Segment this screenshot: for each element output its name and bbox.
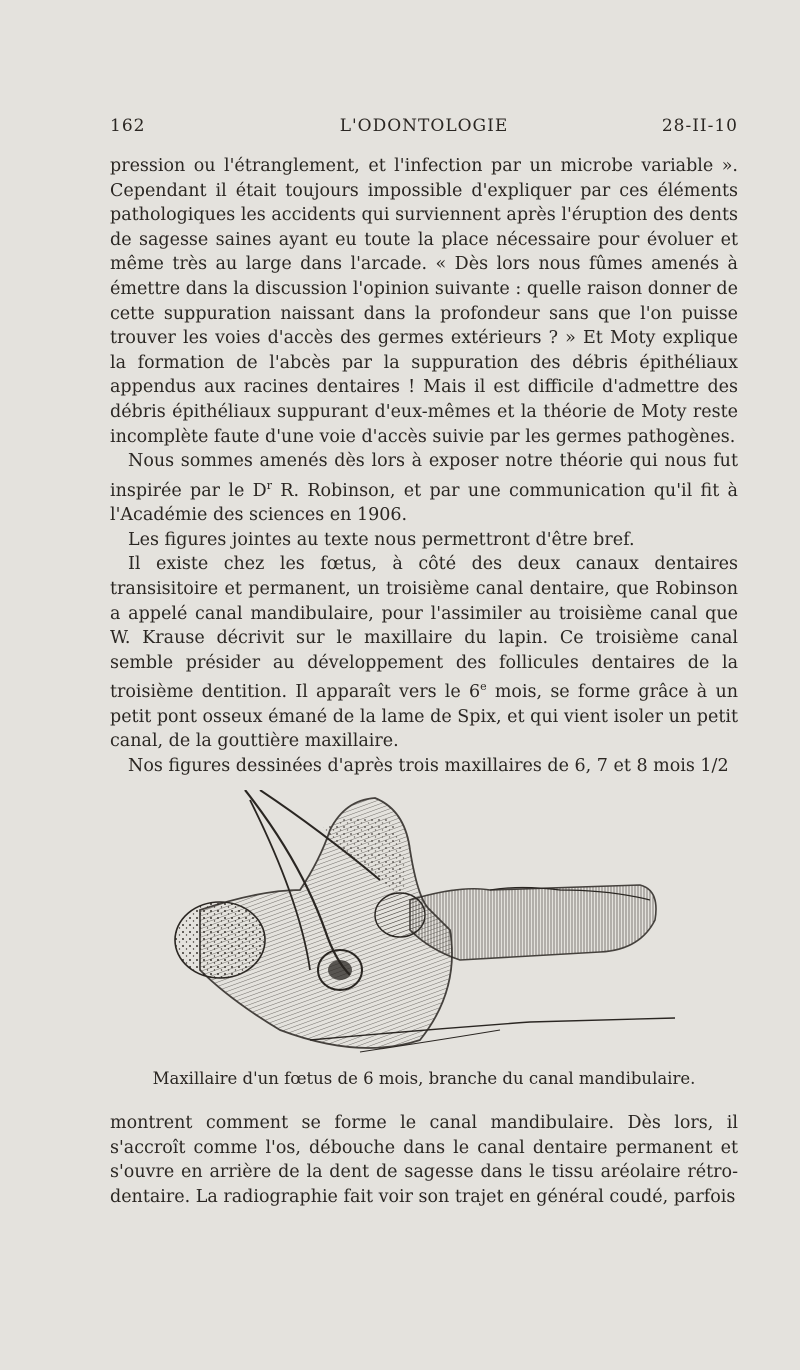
paragraph-canal-growth: montrent comment se forme le canal mandibulaire. Dès lors, il s'accroît comme l'os, débouche dans le canal dentaire permanent et s'ouvre en arrière de la dent de sagesse dans le tissu aréolaire rétro-dentaire. La radiographie fait voir son trajet en général coudé, parfois — [110, 1113, 738, 1207]
main-text — [110, 154, 738, 779]
superscript-e: e — [480, 680, 487, 694]
mandible-illustration — [160, 790, 680, 1080]
figure-caption: Maxillaire d'un fœtus de 6 mois, branche du canal mandibulaire. — [152, 1069, 696, 1088]
continuation-text — [110, 1111, 738, 1209]
journal-title: L'ODONTOLOGIE — [339, 116, 509, 136]
page-number: 162 — [110, 116, 146, 136]
paragraph-theory-text-b: R. Robinson, et par une communication qu'il fit à l'Académie des sciences en 1906. — [110, 480, 738, 526]
issue-date: 28-II-10 — [661, 116, 738, 136]
fetal-mandible-drawing — [160, 790, 680, 1080]
paragraph-continuation: pression ou l'étranglement, et l'infection par un microbe variable ». Cependant il était toujours impossible d'expliquer par ces éléments pathologiques les accidents qui surviennent après l'éruption des dents de sagesse saines ayant eu toute la place nécessaire pour évoluer et même très au large dans l'arcade. « Dès lors nous fûmes amenés à émettre dans la discussion l'opinion suivante : quelle raison donner de cette suppuration naissant dans la profondeur sans que l'on puisse trouver les voies d'accès des germes extérieurs ? » Et Moty explique la formation de l'abcès par la suppuration des débris épithéliaux appendus aux racines dentaires ! Mais il est difficile d'admettre des débris épithéliaux suppurant d'eux-mêmes et la théorie de Moty reste incomplète faute d'une voie d'accès suivie par les germes pathogènes. — [110, 156, 738, 447]
paragraph-theory-text-a: Nous sommes amenés dès lors à exposer notre théorie qui nous fut inspirée par le D — [110, 451, 738, 501]
paragraph-theory — [110, 449, 738, 528]
paragraph-third-canal — [110, 552, 738, 754]
paragraph-figures: Les figures jointes au texte nous permettront d'être bref. — [128, 529, 635, 550]
paragraph-drawings: Nos figures dessinées d'après trois maxillaires de 6, 7 et 8 mois 1/2 — [128, 755, 729, 776]
running-head — [110, 116, 738, 142]
superscript-r: r — [266, 478, 272, 492]
paragraph-third-canal-text-b: mois, se forme grâce à un petit pont osseux émané de la lame de Spix, et qui vient isoler un petit canal, de la gouttière maxillaire. — [110, 682, 739, 752]
paragraph-third-canal-text-a: Il existe chez les fœtus, à côté des deux canaux dentaires transisitoire et permanent, un troisième canal dentaire, que Robinson a appelé canal mandibulaire, pour l'assimiler au troisième canal que W. Krause décrivit sur le maxillaire du lapin. Ce troisième canal semble présider au développement des follicules dentaires de la troisième dentition. Il apparaît vers le 6 — [110, 554, 738, 703]
